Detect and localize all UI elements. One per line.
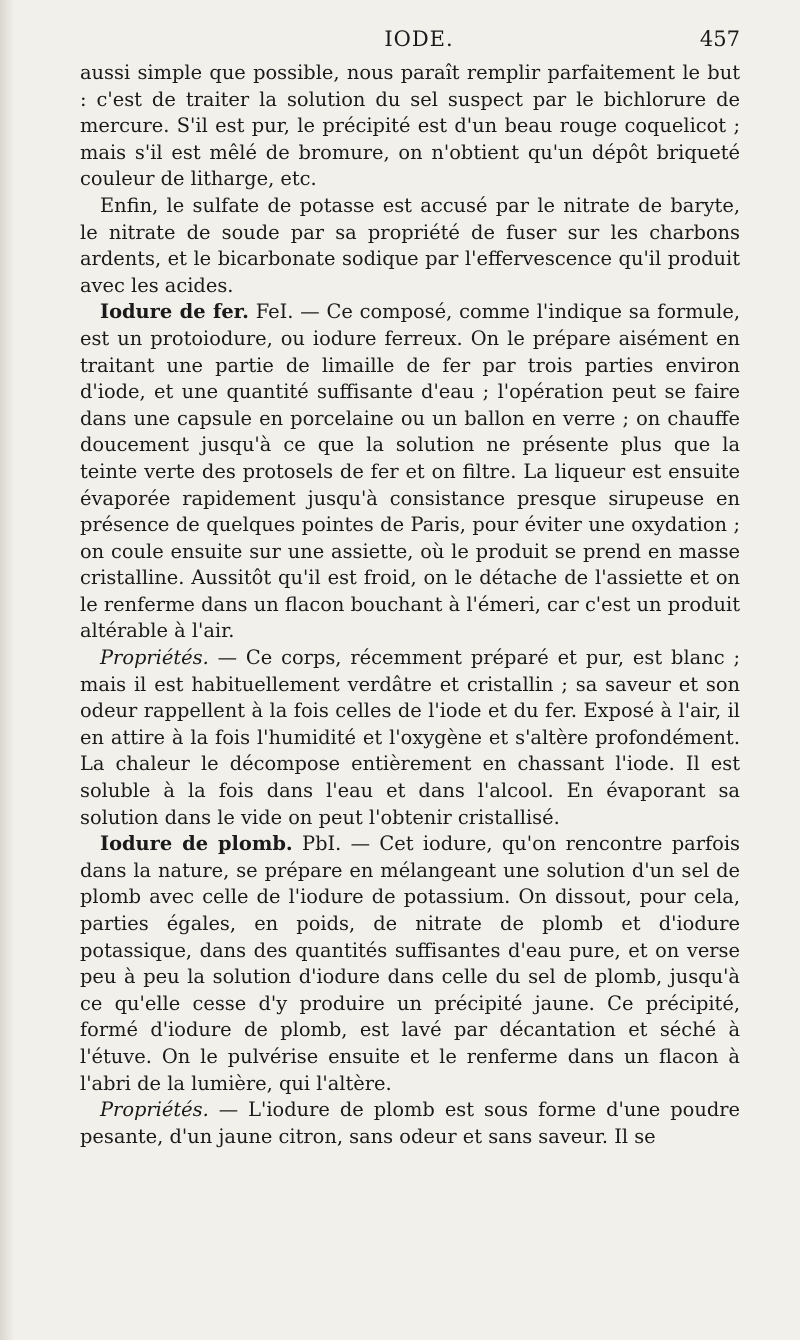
paragraph-6-text: — L'iodure de plomb est sous forme d'une poudre pesante, d'un jaune citron, sans odeur et sans saveur. Il se xyxy=(80,1098,740,1148)
paragraph-iodure-de-plomb xyxy=(80,831,740,1097)
paragraph-proprietes-fer xyxy=(80,645,740,831)
page-number: 457 xyxy=(699,27,740,51)
paragraph-proprietes-plomb xyxy=(80,1097,740,1150)
subheading-proprietes-2: Propriétés. xyxy=(100,1098,209,1122)
paragraph-iodure-de-fer xyxy=(80,299,740,645)
paragraph-2-text: Enfin, le sulfate de potasse est accusé par le nitrate de baryte, le nitrate de soude par sa propriété de fuser sur les charbons ardents, et le bicarbonate sodique par l'effervescence qu'il produit avec les acides. xyxy=(80,193,740,297)
paragraph-3-text: FeI. — Ce composé, comme l'indique sa formule, est un protoiodure, ou iodure ferreux. On le prépare aisément en traitant une partie de limaille de fer par trois parties environ d'iode, et une quantité suffisante d'eau ; l'opération peut se faire dans une capsule en porcelaine ou un ballon en verre ; on chauffe doucement jusqu'à ce que la solution ne présente plus que la teinte verte des protosels de fer et on filtre. La liqueur est ensuite évaporée rapidement jusqu'à consistance presque sirupeuse en présence de quelques pointes de Paris, pour éviter une oxydation ; on coule ensuite sur une assiette, où le produit se prend en masse cristalline. Aussitôt qu'il est froid, on le détache de l'assiette et on le renferme dans un flacon bouchant à l'émeri, car c'est un produit altérable à l'air. xyxy=(80,300,740,643)
page-edge-shadow xyxy=(0,0,14,1340)
paragraph-5-text: PbI. — Cet iodure, qu'on rencontre parfois dans la nature, se prépare en mélangeant une solution d'un sel de plomb avec celle de l'iodure de potassium. On dissout, pour cela, parties égales, en poids, de nitrate de plomb et d'iodure potassique, dans des quantités suffisantes d'eau pure, et on verse peu à peu la solution d'iodure dans celle du sel de plomb, jusqu'à ce qu'elle cesse d'y produire un précipité jaune. Ce précipité, formé d'iodure de plomb, est lavé par décantation et séché à l'étuve. On le pulvérise ensuite et le renferme dans un flacon à l'abri de la lumière, qui l'altère. xyxy=(80,832,741,1095)
book-page xyxy=(80,0,740,1150)
paragraph-1 xyxy=(80,60,740,193)
paragraph-4-text: — Ce corps, récemment préparé et pur, est blanc ; mais il est habituellement verdâtre et cristallin ; sa saveur et son odeur rappellent à la fois celles de l'iode et du fer. Exposé à l'air, il en attire à la fois l'humidité et l'oxygène et s'altère profondément. La chaleur le décompose entièrement en chassant l'iode. Il est soluble à la fois dans l'eau et dans l'alcool. En évaporant sa solution dans le vide on peut l'obtenir cristallisé. xyxy=(80,646,740,829)
page-body xyxy=(80,60,740,1150)
section-heading-iodure-de-plomb: Iodure de plomb. xyxy=(100,832,293,856)
paragraph-1-text: aussi simple que possible, nous paraît remplir parfaitement le but : c'est de traiter la solution du sel suspect par le bichlorure de mercure. S'il est pur, le précipité est d'un beau rouge coquelicot ; mais s'il est mêlé de bromure, on n'obtient qu'un dépôt briqueté couleur de litharge, etc. xyxy=(80,61,740,191)
section-heading-iodure-de-fer: Iodure de fer. xyxy=(100,300,249,324)
page-header xyxy=(80,0,740,60)
paragraph-2 xyxy=(80,193,740,299)
subheading-proprietes-1: Propriétés. xyxy=(100,646,209,670)
running-title: IODE. xyxy=(384,27,454,51)
